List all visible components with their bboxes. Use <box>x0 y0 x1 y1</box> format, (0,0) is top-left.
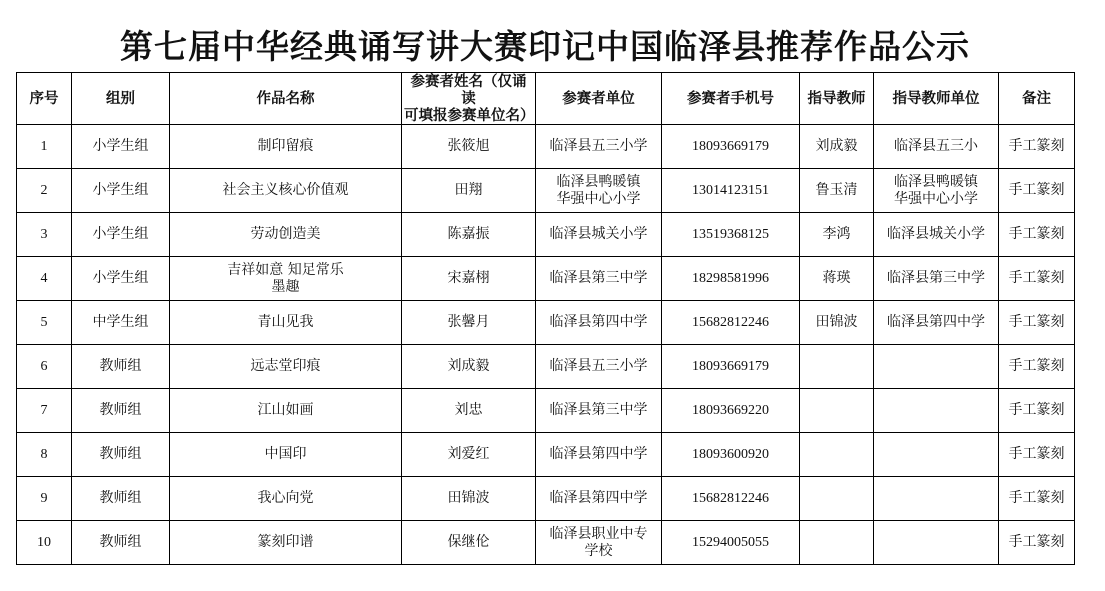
cell-note: 手工篆刻 <box>999 213 1075 257</box>
cell-no: 4 <box>17 257 72 301</box>
cell-no: 6 <box>17 345 72 389</box>
cell-group: 小学生组 <box>72 257 170 301</box>
header-no: 序号 <box>17 73 72 125</box>
cell-teacher-unit: 临泽县五三小 <box>874 125 999 169</box>
cell-unit: 临泽县第四中学 <box>536 477 662 521</box>
header-name <box>402 73 536 125</box>
cell-teacher: 刘成毅 <box>800 125 874 169</box>
table-row <box>17 521 1075 565</box>
cell-note: 手工篆刻 <box>999 521 1075 565</box>
cell-name: 田锦波 <box>402 477 536 521</box>
cell-name: 张馨月 <box>402 301 536 345</box>
cell-teacher <box>800 389 874 433</box>
cell-teacher-unit: 临泽县城关小学 <box>874 213 999 257</box>
cell-group: 教师组 <box>72 389 170 433</box>
cell-name: 田翔 <box>402 169 536 213</box>
cell-name: 陈嘉振 <box>402 213 536 257</box>
cell-teacher-unit <box>874 521 999 565</box>
header-name-line2: 可填报参赛单位名） <box>404 107 535 124</box>
cell-note: 手工篆刻 <box>999 389 1075 433</box>
cell-work <box>170 257 402 301</box>
cell-work: 江山如画 <box>170 389 402 433</box>
cell-phone: 15294005055 <box>662 521 800 565</box>
cell-note: 手工篆刻 <box>999 257 1075 301</box>
cell-group: 中学生组 <box>72 301 170 345</box>
cell-group: 教师组 <box>72 433 170 477</box>
cell-teacher-unit <box>874 477 999 521</box>
cell-work: 青山见我 <box>170 301 402 345</box>
cell-unit: 临泽县第三中学 <box>536 389 662 433</box>
cell-work: 中国印 <box>170 433 402 477</box>
cell-note: 手工篆刻 <box>999 433 1075 477</box>
cell-no: 8 <box>17 433 72 477</box>
recommendation-table <box>16 72 1075 565</box>
cell-no: 7 <box>17 389 72 433</box>
table-row <box>17 389 1075 433</box>
cell-teacher: 李鸿 <box>800 213 874 257</box>
cell-unit <box>536 521 662 565</box>
cell-group: 小学生组 <box>72 213 170 257</box>
cell-phone: 18093669179 <box>662 125 800 169</box>
cell-note: 手工篆刻 <box>999 125 1075 169</box>
cell-group: 小学生组 <box>72 125 170 169</box>
header-teacher-unit: 指导教师单位 <box>874 73 999 125</box>
cell-unit-line1: 临泽县职业中专 <box>549 525 648 542</box>
cell-phone: 13014123151 <box>662 169 800 213</box>
cell-phone: 18093669179 <box>662 345 800 389</box>
header-note: 备注 <box>999 73 1075 125</box>
table-row <box>17 257 1075 301</box>
cell-group: 小学生组 <box>72 169 170 213</box>
cell-unit-line2: 华强中心小学 <box>556 190 641 207</box>
cell-work: 社会主义核心价值观 <box>170 169 402 213</box>
cell-work-line1: 吉祥如意 知足常乐 <box>227 261 344 278</box>
cell-group: 教师组 <box>72 345 170 389</box>
cell-phone: 15682812246 <box>662 301 800 345</box>
cell-work: 制印留痕 <box>170 125 402 169</box>
cell-phone: 18298581996 <box>662 257 800 301</box>
cell-phone: 18093600920 <box>662 433 800 477</box>
cell-name: 张筱旭 <box>402 125 536 169</box>
cell-unit: 临泽县第四中学 <box>536 433 662 477</box>
cell-work: 我心向党 <box>170 477 402 521</box>
cell-name: 宋嘉栩 <box>402 257 536 301</box>
page-title: 第七届中华经典诵写讲大赛印记中国临泽县推荐作品公示 <box>120 27 970 66</box>
cell-work: 远志堂印痕 <box>170 345 402 389</box>
cell-teacher-unit <box>874 433 999 477</box>
cell-phone: 15682812246 <box>662 477 800 521</box>
cell-unit-line2: 学校 <box>584 542 613 559</box>
cell-phone: 18093669220 <box>662 389 800 433</box>
table-row <box>17 213 1075 257</box>
header-group: 组别 <box>72 73 170 125</box>
cell-no: 2 <box>17 169 72 213</box>
cell-teacher <box>800 521 874 565</box>
cell-work: 劳动创造美 <box>170 213 402 257</box>
cell-work-line2: 墨趣 <box>271 278 300 295</box>
cell-teacher-unit <box>874 169 999 213</box>
table-row <box>17 477 1075 521</box>
table-row <box>17 345 1075 389</box>
cell-teacher: 蒋瑛 <box>800 257 874 301</box>
cell-no: 1 <box>17 125 72 169</box>
table-row <box>17 433 1075 477</box>
cell-unit-line1: 临泽县鸭暖镇 <box>556 173 641 190</box>
cell-note: 手工篆刻 <box>999 477 1075 521</box>
cell-name: 刘爱红 <box>402 433 536 477</box>
cell-phone: 13519368125 <box>662 213 800 257</box>
cell-unit: 临泽县第三中学 <box>536 257 662 301</box>
cell-teacher <box>800 433 874 477</box>
cell-name: 刘成毅 <box>402 345 536 389</box>
header-phone: 参赛者手机号 <box>662 73 800 125</box>
cell-name: 刘忠 <box>402 389 536 433</box>
cell-teacher-unit: 临泽县第三中学 <box>874 257 999 301</box>
cell-unit: 临泽县城关小学 <box>536 213 662 257</box>
cell-teacher: 鲁玉清 <box>800 169 874 213</box>
cell-no: 5 <box>17 301 72 345</box>
cell-teacher-unit <box>874 345 999 389</box>
cell-teacher-unit-line2: 华强中心小学 <box>894 190 978 207</box>
cell-teacher: 田锦波 <box>800 301 874 345</box>
cell-group: 教师组 <box>72 477 170 521</box>
cell-unit <box>536 169 662 213</box>
cell-group: 教师组 <box>72 521 170 565</box>
cell-teacher <box>800 345 874 389</box>
table-row <box>17 301 1075 345</box>
table-row <box>17 125 1075 169</box>
cell-unit: 临泽县五三小学 <box>536 345 662 389</box>
cell-unit: 临泽县第四中学 <box>536 301 662 345</box>
cell-no: 3 <box>17 213 72 257</box>
cell-name: 保继伦 <box>402 521 536 565</box>
cell-teacher-unit: 临泽县第四中学 <box>874 301 999 345</box>
cell-teacher-unit-line1: 临泽县鸭暖镇 <box>894 173 978 190</box>
header-teacher: 指导教师 <box>800 73 874 125</box>
cell-note: 手工篆刻 <box>999 345 1075 389</box>
header-row <box>17 73 1075 125</box>
cell-unit: 临泽县五三小学 <box>536 125 662 169</box>
cell-no: 9 <box>17 477 72 521</box>
header-name-line1: 参赛者姓名（仅诵读 <box>410 73 527 107</box>
cell-no: 10 <box>17 521 72 565</box>
cell-note: 手工篆刻 <box>999 169 1075 213</box>
cell-note: 手工篆刻 <box>999 301 1075 345</box>
header-unit: 参赛者单位 <box>536 73 662 125</box>
cell-teacher <box>800 477 874 521</box>
cell-teacher-unit <box>874 389 999 433</box>
table-row <box>17 169 1075 213</box>
header-work: 作品名称 <box>170 73 402 125</box>
cell-work: 篆刻印谱 <box>170 521 402 565</box>
